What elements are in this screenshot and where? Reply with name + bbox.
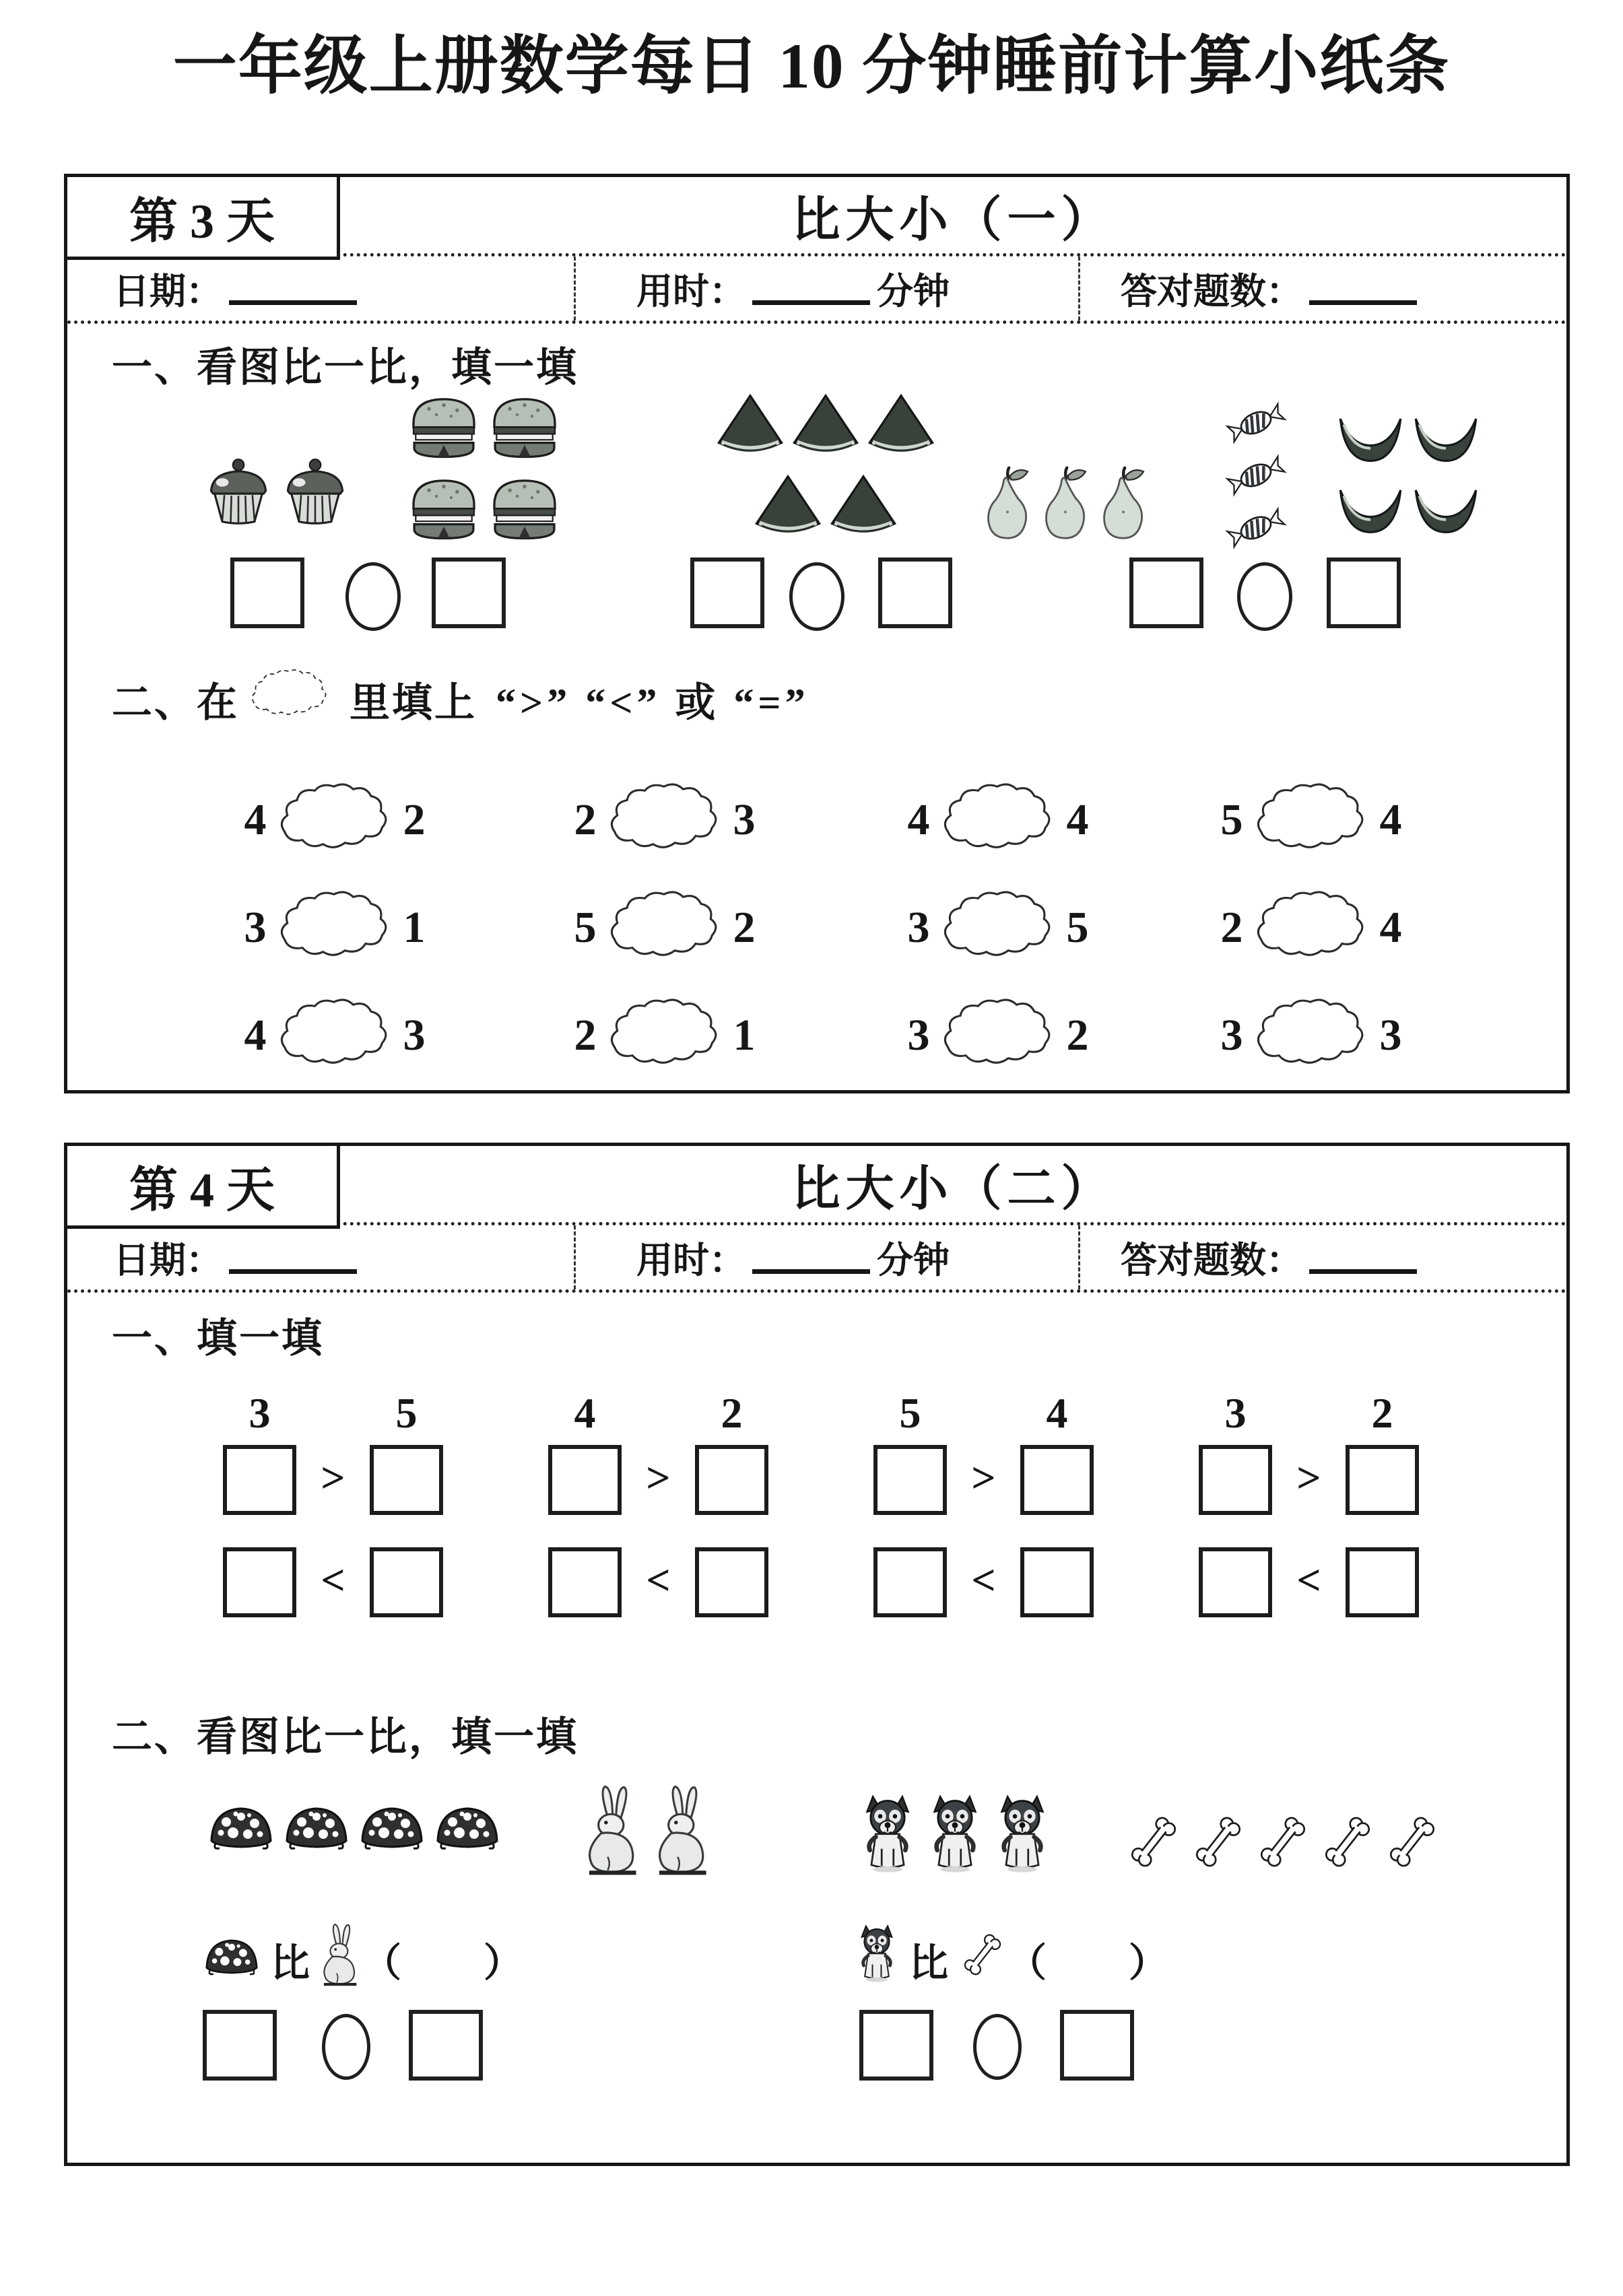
- date-blank: [229, 1262, 357, 1274]
- time-field: [574, 1225, 1078, 1289]
- pear-icon: [1038, 465, 1092, 541]
- answer-box: [873, 1547, 947, 1617]
- left-number: 3: [1220, 1011, 1243, 1060]
- right-number: 3: [1379, 1011, 1402, 1060]
- compare-problem: [899, 886, 1097, 970]
- answer-cloud: [1251, 889, 1371, 968]
- left-number: 5: [1220, 795, 1243, 844]
- candy-icon: [1222, 453, 1290, 498]
- dog-icon: [854, 1924, 900, 1986]
- watermelon-icon: [752, 473, 824, 537]
- answer-parens: （ ）: [362, 1941, 525, 1985]
- compare-problem: [1212, 886, 1410, 970]
- cloud-icon: [275, 889, 395, 964]
- answer-box: [409, 2010, 483, 2081]
- pear-group: [978, 465, 1153, 541]
- compare-circle: [322, 2014, 370, 2080]
- day3-title: 比大小（一）: [791, 193, 1115, 247]
- bone-group: [1122, 1809, 1444, 1875]
- cloud-icon: [938, 997, 1058, 1072]
- answer-cloud: [1251, 781, 1371, 860]
- cloud-icon: [605, 997, 725, 1072]
- answer-cloud: [605, 997, 725, 1075]
- bone-icon: [1382, 1809, 1443, 1875]
- score-label: 答对题数：: [1121, 1240, 1302, 1281]
- rabbit-icon: [653, 1783, 715, 1877]
- day4-info-row: [67, 1222, 1566, 1293]
- greater-than-sign: >: [646, 1454, 671, 1501]
- rabbit-group: [581, 1783, 716, 1877]
- hamburger-icon: [487, 474, 562, 542]
- turtle-group: [202, 1799, 506, 1852]
- score-field: [1078, 257, 1566, 320]
- answer-box: [548, 1547, 622, 1617]
- cloud-icon: [1251, 889, 1371, 964]
- answer-box: [1199, 1445, 1272, 1515]
- answer-box: [695, 1445, 768, 1515]
- right-number: 3: [733, 795, 756, 844]
- day3-section1-heading: [112, 335, 578, 393]
- day4-section1-heading: [112, 1306, 324, 1364]
- answer-box: [859, 2010, 933, 2081]
- cloud-blank-icon: [249, 667, 331, 731]
- answer-box: [223, 1547, 296, 1617]
- bone-icon: [1253, 1809, 1313, 1875]
- cloud-icon: [249, 667, 331, 721]
- compare-word: 比: [271, 1941, 310, 1985]
- left-number: 2: [1220, 903, 1243, 952]
- day3-day-label: 第 3 天: [67, 177, 340, 260]
- heading-suffix: 里填上: [350, 680, 477, 725]
- less-than-sign: <: [321, 1556, 345, 1604]
- answer-box: [230, 558, 304, 628]
- answer-box: [1129, 558, 1203, 628]
- time-blank: [752, 294, 870, 305]
- cloud-icon: [1251, 781, 1371, 856]
- compare-problem: [1212, 778, 1410, 862]
- score-blank: [1309, 294, 1417, 305]
- cloud-icon: [275, 997, 395, 1072]
- day3-info-row: [67, 253, 1566, 324]
- compare-circle: [789, 562, 844, 631]
- turtle-icon: [432, 1799, 502, 1852]
- section-heading-text: 一、填一填: [112, 1316, 324, 1361]
- dog-icon: [924, 1794, 986, 1877]
- score-field: [1078, 1225, 1566, 1289]
- greater-than-sign: >: [971, 1454, 996, 1501]
- turtle-icon-slot: [202, 1932, 261, 1986]
- compare-problem: [236, 778, 434, 862]
- answer-box: [370, 1445, 443, 1515]
- answer-box: [370, 1547, 443, 1617]
- melon-rind-icon: [1411, 407, 1481, 465]
- compare-sentence: [854, 1916, 1169, 2003]
- hamburger-group: [404, 393, 564, 542]
- bone-icon: [958, 1927, 1007, 1982]
- dog-icon-slot: [854, 1924, 900, 1995]
- right-number: 3: [403, 1011, 426, 1060]
- date-field: [67, 257, 574, 320]
- date-label: 日期：: [113, 271, 222, 312]
- compare-problem: [236, 886, 434, 970]
- left-number: 3: [907, 903, 930, 952]
- right-number: 4: [1379, 903, 1402, 952]
- compare-circle: [345, 562, 401, 631]
- candy-icon: [1222, 506, 1290, 550]
- cloud-icon: [275, 781, 395, 856]
- compare-problem: [566, 778, 764, 862]
- cloud-icon: [938, 781, 1058, 856]
- pair-number: 3: [249, 1389, 271, 1437]
- cupcake-icon: [203, 456, 273, 526]
- pair-number: 5: [899, 1389, 921, 1437]
- cloud-icon: [605, 889, 725, 964]
- watermelon-icon: [715, 393, 786, 456]
- dog-icon: [857, 1794, 919, 1877]
- answer-cloud: [605, 781, 725, 860]
- right-number: 1: [403, 903, 426, 952]
- day4-worksheet: [64, 1143, 1570, 2166]
- turtle-icon: [357, 1799, 427, 1852]
- time-field: [574, 257, 1078, 320]
- score-blank: [1309, 1262, 1417, 1274]
- turtle-icon: [202, 1932, 261, 1977]
- candy-icon: [1222, 401, 1290, 445]
- answer-box: [695, 1547, 768, 1617]
- watermelon-icon: [828, 473, 899, 537]
- left-number: 3: [907, 1011, 930, 1060]
- right-number: 4: [1379, 795, 1402, 844]
- candy-group: [1185, 401, 1327, 535]
- compare-problem: [1212, 994, 1410, 1077]
- heading-prefix: 二、在: [112, 680, 239, 725]
- dog-icon: [991, 1794, 1053, 1877]
- section-heading-text: 一、看图比一比，填一填: [112, 345, 578, 390]
- compare-symbols: “>” “<” 或 “=”: [496, 680, 809, 725]
- answer-box: [873, 1445, 947, 1515]
- answer-box: [432, 558, 506, 628]
- dog-group: [854, 1794, 1056, 1877]
- less-than-sign: <: [971, 1556, 996, 1604]
- day4-title: 比大小（二）: [791, 1161, 1115, 1216]
- right-number: 2: [403, 795, 426, 844]
- score-label: 答对题数：: [1121, 271, 1302, 312]
- right-number: 2: [1066, 1011, 1089, 1060]
- left-number: 4: [907, 795, 930, 844]
- page-title: 一年级上册数学每日 10 分钟睡前计算小纸条: [172, 30, 1451, 102]
- left-number: 5: [574, 903, 597, 952]
- compare-circle: [1237, 562, 1292, 631]
- pair-number: 5: [395, 1389, 418, 1437]
- answer-box: [223, 1445, 296, 1515]
- compare-problem: [566, 994, 764, 1077]
- compare-word: 比: [909, 1941, 949, 1985]
- answer-cloud: [275, 781, 395, 860]
- compare-problem: [566, 886, 764, 970]
- hamburger-icon: [406, 393, 482, 461]
- melon-rind-icon: [1335, 479, 1405, 537]
- answer-box: [878, 558, 952, 628]
- melon-rind-icon: [1411, 479, 1481, 537]
- answer-box: [1346, 1445, 1419, 1515]
- right-number: 2: [733, 903, 756, 952]
- rabbit-icon: [319, 1922, 362, 1988]
- left-number: 4: [244, 1011, 267, 1060]
- melon-rind-group: [1333, 407, 1483, 537]
- turtle-icon: [281, 1799, 352, 1852]
- rabbit-icon-slot: [319, 1922, 362, 1997]
- answer-parens: （ ）: [1007, 1941, 1170, 1985]
- answer-cloud: [275, 997, 395, 1075]
- bone-icon: [1317, 1809, 1378, 1875]
- answer-cloud: [275, 889, 395, 968]
- time-unit: 分钟: [877, 1240, 950, 1281]
- answer-box: [1020, 1547, 1094, 1617]
- time-label: 用时：: [636, 1240, 746, 1281]
- time-label: 用时：: [636, 271, 746, 312]
- answer-box: [690, 558, 764, 628]
- pear-icon: [1096, 465, 1150, 541]
- cloud-icon: [605, 781, 725, 856]
- answer-box: [1346, 1547, 1419, 1617]
- pair-number: 4: [574, 1389, 596, 1437]
- greater-than-sign: >: [321, 1454, 345, 1501]
- answer-box: [1327, 558, 1401, 628]
- compare-sentence: [202, 1916, 524, 2003]
- right-number: 4: [1066, 795, 1089, 844]
- less-than-sign: <: [1296, 1556, 1321, 1604]
- left-number: 2: [574, 795, 597, 844]
- watermelon-icon: [865, 393, 937, 456]
- pear-icon: [981, 465, 1034, 541]
- turtle-icon: [206, 1799, 276, 1852]
- answer-cloud: [605, 889, 725, 968]
- bone-icon: [1123, 1809, 1184, 1875]
- day3-section2-heading: [112, 667, 819, 731]
- time-unit: 分钟: [877, 271, 950, 312]
- cloud-icon: [938, 889, 1058, 964]
- answer-cloud: [1251, 997, 1371, 1075]
- pair-number: 2: [721, 1389, 743, 1437]
- right-number: 5: [1066, 903, 1089, 952]
- watermelon-group: [708, 393, 943, 537]
- date-field: [67, 1225, 574, 1289]
- right-number: 1: [733, 1011, 756, 1060]
- hamburger-icon: [487, 393, 562, 461]
- cupcake-group: [202, 456, 352, 526]
- day4-section2-heading: [112, 1705, 578, 1763]
- hamburger-icon: [406, 474, 482, 542]
- time-blank: [752, 1262, 870, 1274]
- less-than-sign: <: [646, 1556, 671, 1604]
- watermelon-icon: [790, 393, 861, 456]
- section-heading-text: 二、看图比一比，填一填: [112, 1715, 578, 1759]
- pair-number: 4: [1046, 1389, 1068, 1437]
- answer-box: [1060, 2010, 1134, 2081]
- compare-problem: [899, 994, 1097, 1077]
- greater-than-sign: >: [1296, 1454, 1321, 1501]
- answer-box: [1020, 1445, 1094, 1515]
- answer-cloud: [938, 997, 1058, 1075]
- cupcake-icon: [280, 456, 350, 526]
- answer-box: [1199, 1547, 1272, 1617]
- melon-rind-icon: [1335, 407, 1405, 465]
- left-number: 2: [574, 1011, 597, 1060]
- date-label: 日期：: [113, 1240, 222, 1281]
- answer-cloud: [938, 781, 1058, 860]
- bone-icon-slot: [958, 1927, 1007, 1992]
- answer-box: [548, 1445, 622, 1515]
- day3-worksheet: [64, 174, 1570, 1093]
- answer-box: [203, 2010, 277, 2081]
- bone-icon: [1188, 1809, 1249, 1875]
- left-number: 3: [244, 903, 267, 952]
- pair-number: 3: [1224, 1389, 1247, 1437]
- answer-cloud: [938, 889, 1058, 968]
- compare-circle: [973, 2014, 1022, 2080]
- cloud-icon: [1251, 997, 1371, 1072]
- compare-problem: [236, 994, 434, 1077]
- pair-number: 2: [1371, 1389, 1393, 1437]
- day4-day-label: 第 4 天: [67, 1146, 340, 1229]
- left-number: 4: [244, 795, 267, 844]
- rabbit-icon: [583, 1783, 644, 1877]
- date-blank: [229, 294, 357, 305]
- compare-problem: [899, 778, 1097, 862]
